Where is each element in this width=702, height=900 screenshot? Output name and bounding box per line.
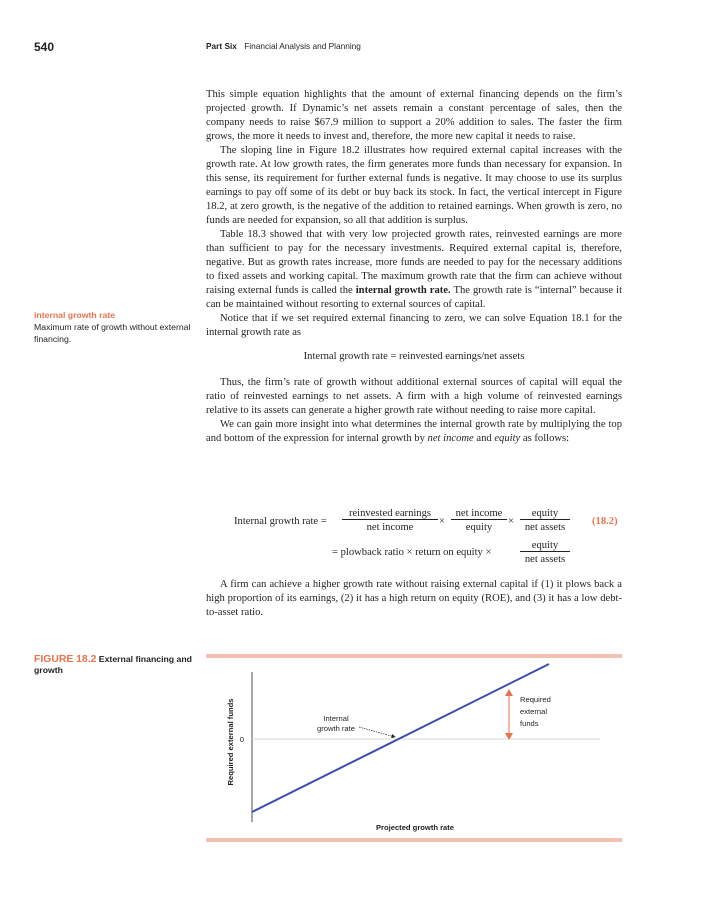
internal-growth-label-2: growth rate bbox=[317, 724, 355, 733]
p6-before: We can gain more insight into what determines the internal growth rate by multiplying the top and bottom of the expression for internal growth by bbox=[206, 419, 622, 444]
p6-mid: and bbox=[476, 433, 492, 444]
figure-top-rule bbox=[206, 654, 622, 658]
frac2-den: equity bbox=[465, 522, 493, 533]
part-title: Financial Analysis and Planning bbox=[244, 41, 361, 51]
p3-term: internal growth rate. bbox=[355, 285, 451, 296]
paragraph-4: Notice that if we set required external financing to zero, we can solve Equation 18.1 for the internal growth rate as bbox=[206, 313, 622, 338]
external-funds-line bbox=[252, 664, 549, 812]
frac3-num: equity bbox=[531, 508, 559, 519]
margin-definition: Maximum rate of growth without external financing. bbox=[34, 322, 191, 344]
x-axis-label: Projected growth rate bbox=[375, 823, 455, 832]
formula-lhs: Internal growth rate = bbox=[234, 516, 327, 527]
paragraph-5: Thus, the firm’s rate of growth without additional external sources of capital will equal the ratio of reinvested earnings to net assets. A firm with a high volume of reinvested earnings relative to its assets can generate a higher growth rate without needing to raise more capital. bbox=[206, 377, 622, 416]
p6-em1: net income bbox=[427, 433, 474, 444]
times-sign-2: × bbox=[508, 516, 514, 527]
y-axis-label: Required external funds bbox=[226, 698, 235, 786]
p3-after: The growth rate is “internal” because it can be maintained without resorting to external sources of capital. bbox=[206, 285, 623, 310]
internal-growth-pointer bbox=[359, 727, 395, 737]
zero-label: 0 bbox=[239, 735, 244, 744]
frac2-num: net income bbox=[455, 508, 503, 519]
equation-number: (18.2) bbox=[592, 516, 618, 527]
frac4-num: equity bbox=[531, 540, 559, 551]
paragraph-2: The sloping line in Figure 18.2 illustrates how required external capital increases with the growth rate. At low growth rates, the firm generates more funds than necessary for expansion. In this sense, its requirement for further external funds is negative. It may choose to use its surplus earnings to pay off some of its debt or buy back its stock. In fact, the vertical intercept in Figure 18.2, at zero growth, is the negative of the addition to retained earnings. When growth is zero, no funds are needed for expansion, so all that addition is surplus. bbox=[206, 145, 622, 226]
formula-line2: = plowback ratio × return on equity × bbox=[332, 547, 492, 558]
frac1-den: net income bbox=[366, 522, 414, 533]
page-number: 540 bbox=[34, 40, 55, 54]
paragraph-1: This simple equation highlights that the amount of external financing depends on the firm’s projected growth. If Dynamic’s net assets remain a constant percentage of sales, then the company needs to raise $67.9 million to support a 20% addition to sales. The faster the firm grows, the more it needs to invest and, therefore, the more new capital it needs to raise. bbox=[206, 89, 622, 142]
times-sign-1: × bbox=[439, 516, 445, 527]
p3-before: Table 18.3 showed that with very low projected growth rates, reinvested earnings are more than sufficient to pay for the necessary investments. Required external capital is, therefore, negative. But as growth rates increase, more funds are needed to pay for the necessary additions to fixed assets and working capital. The maximum growth rate that the firm can achieve without raising external funds is called the bbox=[206, 229, 622, 296]
bracket-arrow-up-icon bbox=[505, 689, 513, 696]
figure-title: External financing and growth bbox=[34, 654, 192, 675]
required-funds-label-2: external bbox=[520, 707, 548, 716]
required-funds-label-1: Required bbox=[520, 695, 551, 704]
figure-label: FIGURE 18.2 bbox=[34, 654, 97, 665]
frac1-num: reinvested earnings bbox=[348, 508, 432, 519]
internal-growth-label-1: Internal bbox=[323, 714, 349, 723]
paragraph-7: A firm can achieve a higher growth rate without raising external capital if (1) it plows back a high proportion of its earnings, (2) it has a high return on equity (ROE), and (3) it has a low debt-to-asset ratio. bbox=[206, 579, 622, 618]
equation-internal-growth: Internal growth rate = reinvested earnings/net assets bbox=[303, 351, 525, 362]
frac4-den: net assets bbox=[524, 554, 566, 565]
required-funds-label-3: funds bbox=[520, 719, 539, 728]
p6-after: as follows: bbox=[522, 433, 570, 444]
frac3-den: net assets bbox=[524, 522, 566, 533]
margin-term: internal growth rate bbox=[34, 310, 116, 320]
part-label: Part Six bbox=[206, 41, 237, 51]
figure-bottom-rule bbox=[206, 838, 622, 842]
p6-em2: equity bbox=[494, 433, 521, 444]
